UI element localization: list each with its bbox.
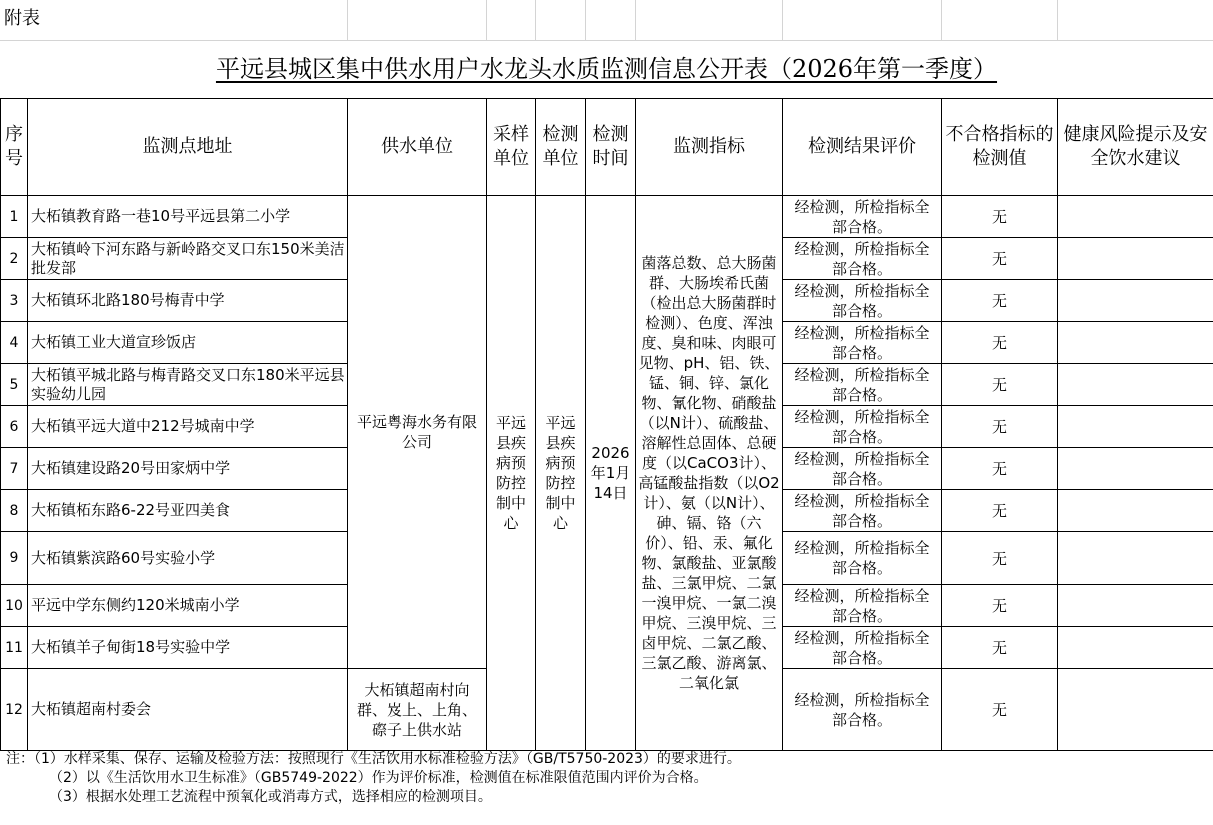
row-unqualified[interactable]: 无 — [942, 280, 1058, 322]
row-advice[interactable] — [1058, 322, 1213, 364]
row-site[interactable]: 大柘镇柘东路6-22号亚四美食 — [28, 490, 348, 532]
row-unqualified[interactable]: 无 — [942, 532, 1058, 585]
indicators-cell[interactable]: 菌落总数、总大肠菌群、大肠埃希氏菌（检出总大肠菌群时检测）、色度、浑浊度、臭和味、肉眼可见物、pH、铝、铁、锰、铜、锌、氯化物、氰化物、硝酸盐（以N计）、硫酸盐、溶解性总固体、总硬度（以CaCO3计）、高锰酸盐指数（以O2计）、氨（以N计）、砷、镉、铬（六价）、铅、汞、氟化物、氯酸盐、亚氯酸盐、三氯甲烷、二氯一溴甲烷、一氯二溴甲烷、三溴甲烷、三卤甲烷、二氯乙酸、三氯乙酸、游离氯、二氧化氯 — [636, 196, 783, 751]
row-evaluation[interactable]: 经检测，所检指标全部合格。 — [783, 448, 942, 490]
row-seq[interactable]: 11 — [1, 627, 28, 669]
row-advice[interactable] — [1058, 364, 1213, 406]
row-seq[interactable]: 10 — [1, 585, 28, 627]
row-seq[interactable]: 4 — [1, 322, 28, 364]
row-unqualified[interactable]: 无 — [942, 238, 1058, 280]
row-site[interactable]: 大柘镇紫滨路60号实验小学 — [28, 532, 348, 585]
row-site[interactable]: 大柘镇平远大道中212号城南中学 — [28, 406, 348, 448]
row-evaluation[interactable]: 经检测，所检指标全部合格。 — [783, 238, 942, 280]
supplier-cell[interactable]: 平远粤海水务有限公司 — [348, 196, 487, 669]
tester-cell[interactable]: 平远县疾病预防控制中心 — [536, 196, 586, 751]
row-site[interactable]: 平远中学东侧约120米城南小学 — [28, 585, 348, 627]
row-unqualified[interactable]: 无 — [942, 669, 1058, 751]
row-site[interactable]: 大柘镇平城北路与梅青路交叉口东180米平远县实验幼儿园 — [28, 364, 348, 406]
row-evaluation[interactable]: 经检测，所检指标全部合格。 — [783, 196, 942, 238]
header-tester[interactable]: 检测单位 — [536, 99, 586, 196]
water-quality-table — [0, 98, 1213, 751]
row-unqualified[interactable]: 无 — [942, 490, 1058, 532]
header-site[interactable]: 监测点地址 — [28, 99, 348, 196]
grid-line — [535, 0, 536, 40]
grid-line — [635, 0, 636, 40]
row-advice[interactable] — [1058, 627, 1213, 669]
row-unqualified[interactable]: 无 — [942, 196, 1058, 238]
row-advice[interactable] — [1058, 406, 1213, 448]
row-advice[interactable] — [1058, 669, 1213, 751]
header-time[interactable]: 检测时间 — [586, 99, 636, 196]
row-advice[interactable] — [1058, 280, 1213, 322]
row-unqualified[interactable]: 无 — [942, 448, 1058, 490]
row-advice[interactable] — [1058, 238, 1213, 280]
note-item: 注：（1）水样采集、保存、运输及检验方法：按照现行《生活饮用水标准检验方法》（GB/T5750-2023）的要求进行。 — [6, 751, 741, 767]
supplier-cell-12[interactable]: 大柘镇超南村向群、岌上、上角、磜子上供水站 — [348, 669, 487, 751]
row-unqualified[interactable]: 无 — [942, 322, 1058, 364]
grid-line — [1057, 0, 1058, 40]
row-evaluation[interactable]: 经检测，所检指标全部合格。 — [783, 585, 942, 627]
row-evaluation[interactable]: 经检测，所检指标全部合格。 — [783, 627, 942, 669]
row-evaluation[interactable]: 经检测，所检指标全部合格。 — [783, 364, 942, 406]
notes — [0, 750, 1213, 807]
row-site[interactable]: 大柘镇建设路20号田家炳中学 — [28, 448, 348, 490]
row-seq[interactable]: 9 — [1, 532, 28, 585]
row-evaluation[interactable]: 经检测，所检指标全部合格。 — [783, 280, 942, 322]
row-seq[interactable]: 6 — [1, 406, 28, 448]
grid-line — [782, 0, 783, 40]
row-advice[interactable] — [1058, 490, 1213, 532]
sampler-cell[interactable]: 平远县疾病预防控制中心 — [487, 196, 536, 751]
row-advice[interactable] — [1058, 532, 1213, 585]
grid-line — [585, 0, 586, 40]
row-advice[interactable] — [1058, 196, 1213, 238]
row-site[interactable]: 大柘镇超南村委会 — [28, 669, 348, 751]
row-unqualified[interactable]: 无 — [942, 406, 1058, 448]
title-text: 平远县城区集中供水用户水龙头水质监测信息公开表（2026年第一季度） — [215, 55, 998, 83]
row-site[interactable]: 大柘镇教育路一巷10号平远县第二小学 — [28, 196, 348, 238]
row-advice[interactable] — [1058, 448, 1213, 490]
grid-line — [941, 0, 942, 40]
header-supplier[interactable]: 供水单位 — [348, 99, 487, 196]
row-unqualified[interactable]: 无 — [942, 364, 1058, 406]
row-site[interactable]: 大柘镇岭下河东路与新岭路交叉口东150米美洁批发部 — [28, 238, 348, 280]
row-evaluation[interactable]: 经检测，所检指标全部合格。 — [783, 669, 942, 751]
row-unqualified[interactable]: 无 — [942, 585, 1058, 627]
header-unqualified[interactable]: 不合格指标的检测值 — [942, 99, 1058, 196]
row-seq[interactable]: 3 — [1, 280, 28, 322]
header-advice[interactable]: 健康风险提示及安全饮水建议 — [1058, 99, 1213, 196]
note-item: （2）以《生活饮用水卫生标准》（GB5749-2022）作为评价标准，检测值在标准限值范围内评价为合格。 — [49, 770, 708, 786]
row-site[interactable]: 大柘镇羊子甸街18号实验中学 — [28, 627, 348, 669]
row-site[interactable]: 大柘镇环北路180号梅青中学 — [28, 280, 348, 322]
row-site[interactable]: 大柘镇工业大道宣珍饭店 — [28, 322, 348, 364]
grid-line — [347, 0, 348, 40]
row-evaluation[interactable]: 经检测，所检指标全部合格。 — [783, 532, 942, 585]
header-seq[interactable]: 序号 — [1, 99, 28, 196]
row-seq[interactable]: 8 — [1, 490, 28, 532]
grid-line — [486, 0, 487, 40]
row-unqualified[interactable]: 无 — [942, 627, 1058, 669]
row-evaluation[interactable]: 经检测，所检指标全部合格。 — [783, 406, 942, 448]
row-seq[interactable]: 1 — [1, 196, 28, 238]
table-row — [1, 196, 1213, 238]
row-seq[interactable]: 12 — [1, 669, 28, 751]
test-time-cell[interactable]: 2026年1月14日 — [586, 196, 636, 751]
row-evaluation[interactable]: 经检测，所检指标全部合格。 — [783, 490, 942, 532]
row-advice[interactable] — [1058, 585, 1213, 627]
row-seq[interactable]: 2 — [1, 238, 28, 280]
row-evaluation[interactable]: 经检测，所检指标全部合格。 — [783, 322, 942, 364]
header-evaluation[interactable]: 检测结果评价 — [783, 99, 942, 196]
page-title — [0, 41, 1213, 98]
row-seq[interactable]: 5 — [1, 364, 28, 406]
header-sampler[interactable]: 采样单位 — [487, 99, 536, 196]
note-item: （3）根据水处理工艺流程中预氧化或消毒方式，选择相应的检测项目。 — [49, 789, 492, 805]
appendix-label: 附表 — [4, 7, 46, 31]
row-seq[interactable]: 7 — [1, 448, 28, 490]
header-indicators[interactable]: 监测指标 — [636, 99, 783, 196]
